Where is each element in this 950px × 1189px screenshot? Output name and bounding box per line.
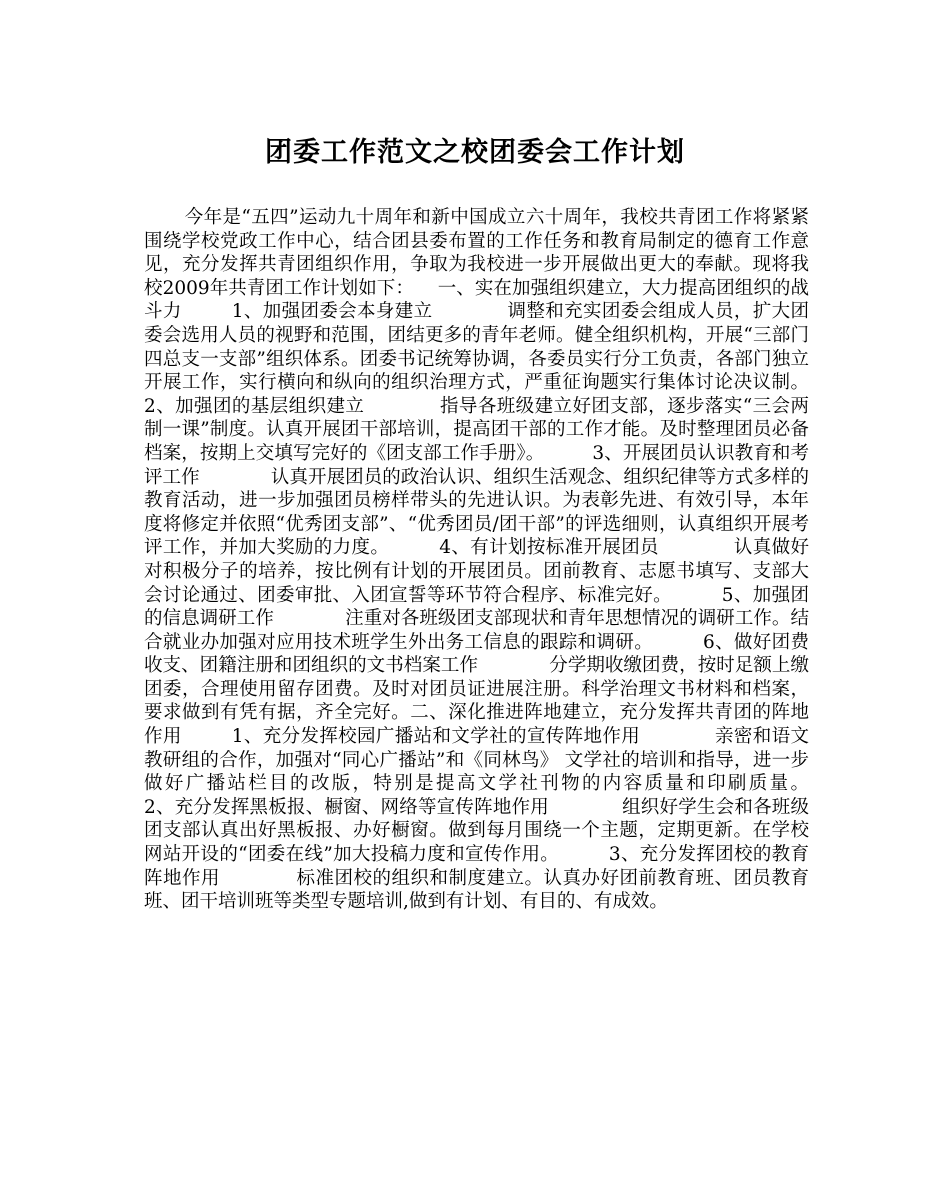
document-body-paragraph: 今年是“五四”运动九十周年和新中国成立六十周年，我校共青团工作将紧紧围绕学校党政工作中心，结合团县委布置的工作任务和教育局制定的德育工作意见，充分发挥共青团组织作用，争取为我校进一步开展做出更大的奉献。现将我校2009年共青团工作计划如下： 一、实在加强组织建立，大力提高团组织的战斗力 1、加强团委会本身建立 调整和充实团委会组成人员，扩大团委会选用人员的视野和范围，团结更多的青年老师。健全组织机构，开展“三部门四总支一支部”组织体系。团委书记统筹协调，各委员实行分工负责，各部门独立开展工作，实行横向和纵向的组织治理方式，严重征询题实行集体讨论决议制。 2、加强团的基层组织建立 指导各班级建立好团支部，逐步落实“三会两制一课”制度。认真开展团干部培训，提高团干部的工作才能。及时整理团员必备档案，按期上交填写完好的《团支部工作手册》。 3、开展团员认识教育和考评工作 认真开展团员的政治认识、组织生活观念、组织纪律等方式多样的教育活动，进一步加强团员榜样带头的先进认识。为表彰先进、有效引导，本年度将修定并依照“优秀团支部”、“优秀团员/团干部”的评选细则，认真组织开展考评工作，并加大奖励的力度。 4、有计划按标准开展团员 认真做好对积极分子的培养，按比例有计划的开展团员。团前教育、志愿书填写、支部大会讨论通过、团委审批、入团宣誓等环节符合程序、标准完好。 5、加强团的信息调研工作 注重对各班级团支部现状和青年思想情况的调研工作。结合就业办加强对应用技术班学生外出务工信息的跟踪和调研。 6、做好团费收支、团籍注册和团组织的文书档案工作 分学期收缴团费，按时足额上缴团委，合理使用留存团费。及时对团员证进展注册。科学治理文书材料和档案，要求做到有凭有据，齐全完好。二、深化推进阵地建立，充分发挥共青团的阵地作用 1、充分发挥校园广播站和文学社的宣传阵地作用 亲密和语文教研组的合作，加强对“同心广播站”和《同林鸟》 文学社的培训和指导，进一步做好广播站栏目的改版，特别是提高文学社刊物的内容质量和印刷质量。 2、充分发挥黑板报、橱窗、网络等宣传阵地作用 组织好学生会和各班级团支部认真出好黑板报、办好橱窗。做到每月围绕一个主题，定期更新。在学校网站开设的“团委在线”加大投稿力度和宣传作用。 3、充分发挥团校的教育阵地作用 标准团校的组织和制度建立。认真办好团前教育班、团员教育班、团干培训班等类型专题培训,做到有计划、有目的、有成效。	[144, 207, 857, 913]
document-title: 团委工作范文之校团委会工作计划	[265, 137, 685, 168]
